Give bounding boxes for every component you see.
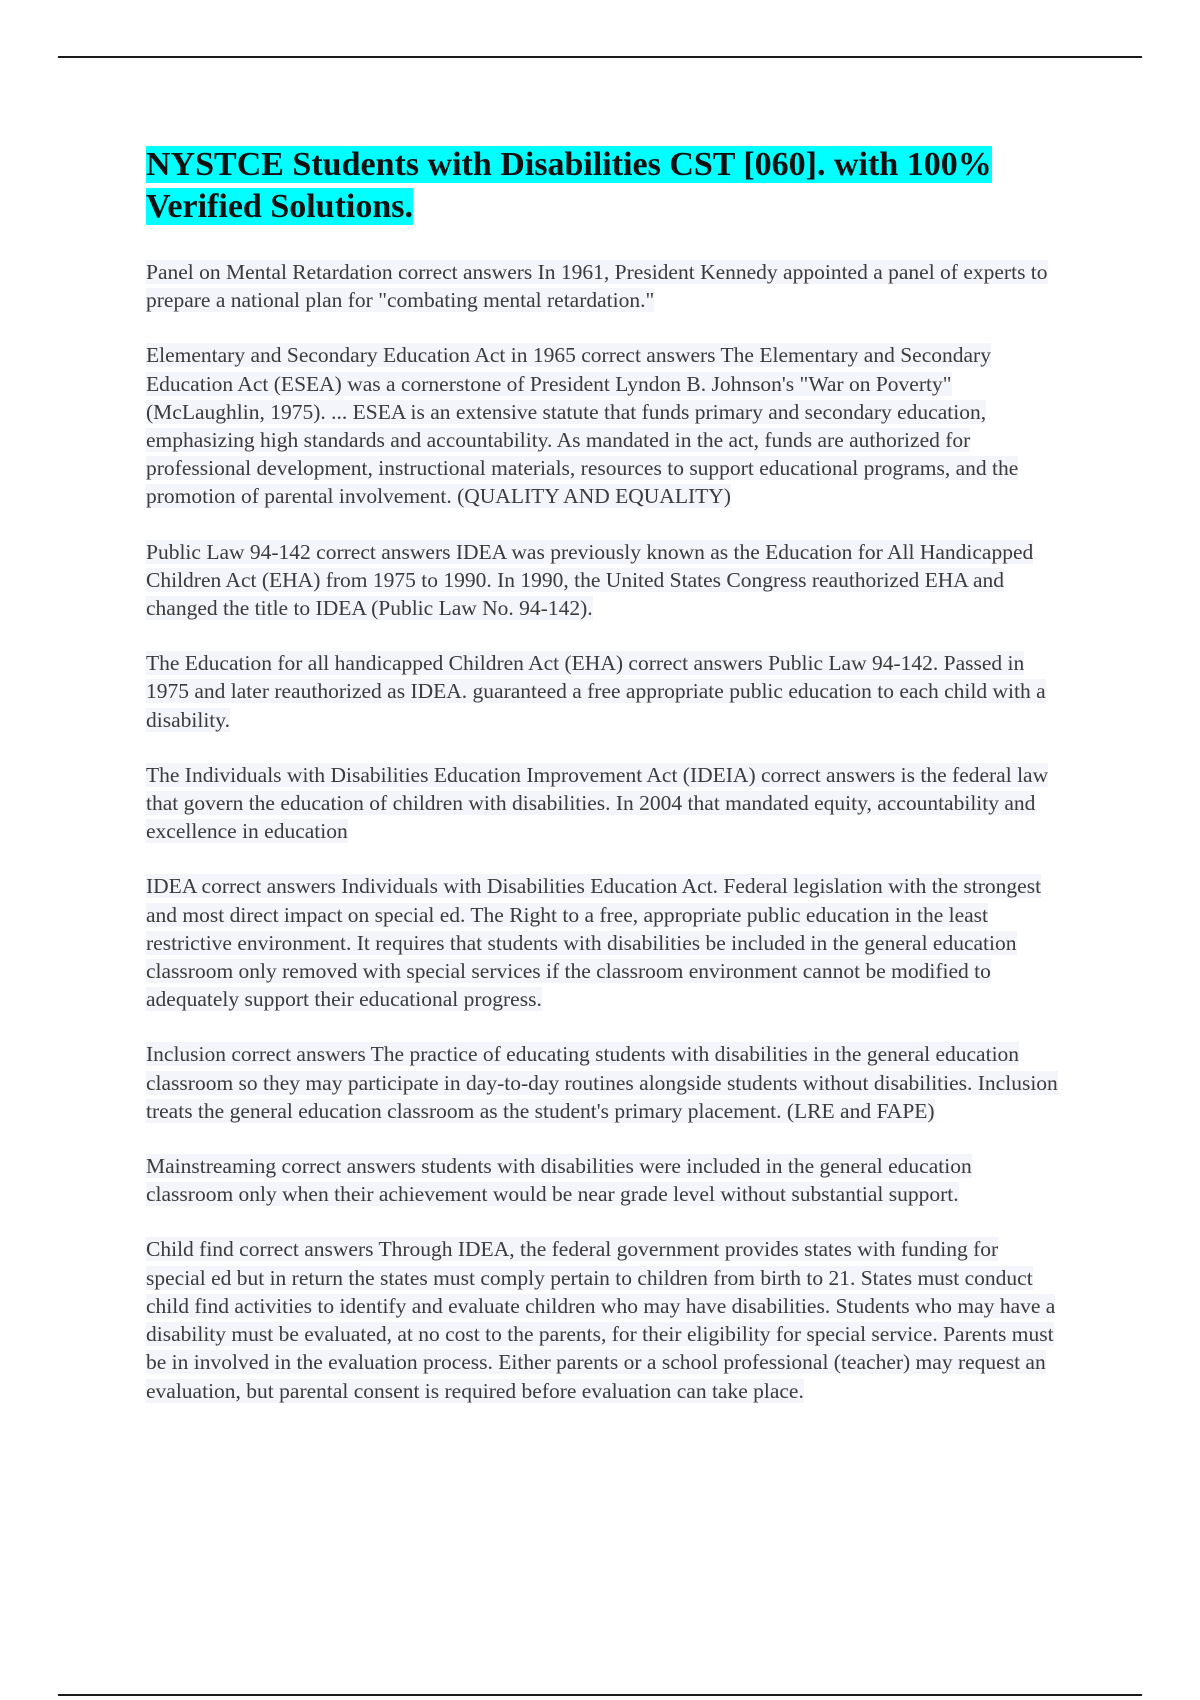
entry-panel-on-mental-retardation xyxy=(146,258,1058,314)
top-rule xyxy=(58,56,1142,58)
entry-text: Panel on Mental Retardation correct answers In 1961, President Kennedy appointed a panel of experts to prepare a national plan for "combating mental retardation." xyxy=(146,260,1048,313)
entry-text: Inclusion correct answers The practice of educating students with disabilities in the general education classroom so they may participate in day-to-day routines alongside students without disabilities. Inclusion treats the general education classroom as the student's primary placement. (LRE and FAPE) xyxy=(146,1042,1058,1123)
entry-text: The Education for all handicapped Children Act (EHA) correct answers Public Law 94-142. Passed in 1975 and later reauthorized as IDEA. guaranteed a free appropriate public education to each child with a disability. xyxy=(146,651,1046,732)
entry-child-find xyxy=(146,1235,1058,1404)
document-title-text: NYSTCE Students with Disabilities CST [060]. with 100% Verified Solutions. xyxy=(146,146,992,225)
entry-ideia xyxy=(146,761,1058,846)
entry-idea xyxy=(146,872,1058,1013)
entry-text: Public Law 94-142 correct answers IDEA was previously known as the Education for All Handicapped Children Act (EHA) from 1975 to 1990. In 1990, the United States Congress reauthorized EHA and changed the title to IDEA (Public Law No. 94-142). xyxy=(146,539,1034,621)
entry-text: Child find correct answers Through IDEA, the federal government provides states with funding for special ed but in return the states must comply pertain to children from birth to 21. States must conduct child find activities to identify and evaluate children who may have disabilities. Students who may have a disability must be evaluated, at no cost to the parents, for their eligibility for special service. Parents must be in involved in the evaluation process. Either parents or a school professional (teacher) may request an evaluation, but parental consent is required before evaluation can take place. xyxy=(146,1237,1056,1403)
bottom-rule xyxy=(58,1694,1142,1696)
entry-text: Mainstreaming correct answers students with disabilities were included in the general education classroom only when their achievement would be near grade level without substantial support. xyxy=(146,1154,972,1207)
entry-text: The Individuals with Disabilities Education Improvement Act (IDEIA) correct answers is the federal law that govern the education of children with disabilities. In 2004 that mandated equity, accountability and excellence in education xyxy=(146,762,1049,844)
entry-eha xyxy=(146,649,1058,734)
document-title xyxy=(146,144,1058,228)
entry-public-law-94-142 xyxy=(146,538,1058,623)
entry-text: Elementary and Secondary Education Act in 1965 correct answers The Elementary and Secondary Education Act (ESEA) was a cornerstone of President Lyndon B. Johnson's "War on Poverty" (McLaughlin, 1975). ... ESEA is an extensive statute that funds primary and secondary education, emphasizing high standards and accountability. As mandated in the act, funds are authorized for professional development, instructional materials, resources to support educational programs, and the promotion of parental involvement. (QUALITY AND EQUALITY) xyxy=(146,343,1019,509)
entry-mainstreaming xyxy=(146,1152,1058,1208)
entry-inclusion xyxy=(146,1040,1058,1125)
document-body xyxy=(146,144,1058,1432)
entry-esea-1965 xyxy=(146,341,1058,510)
entry-text: IDEA correct answers Individuals with Disabilities Education Act. Federal legislation with the strongest and most direct impact on special ed. The Right to a free, appropriate public education in the least restrictive environment. It requires that students with disabilities be included in the general education classroom only removed with special services if the classroom environment cannot be modified to adequately support their educational progress. xyxy=(146,874,1042,1012)
